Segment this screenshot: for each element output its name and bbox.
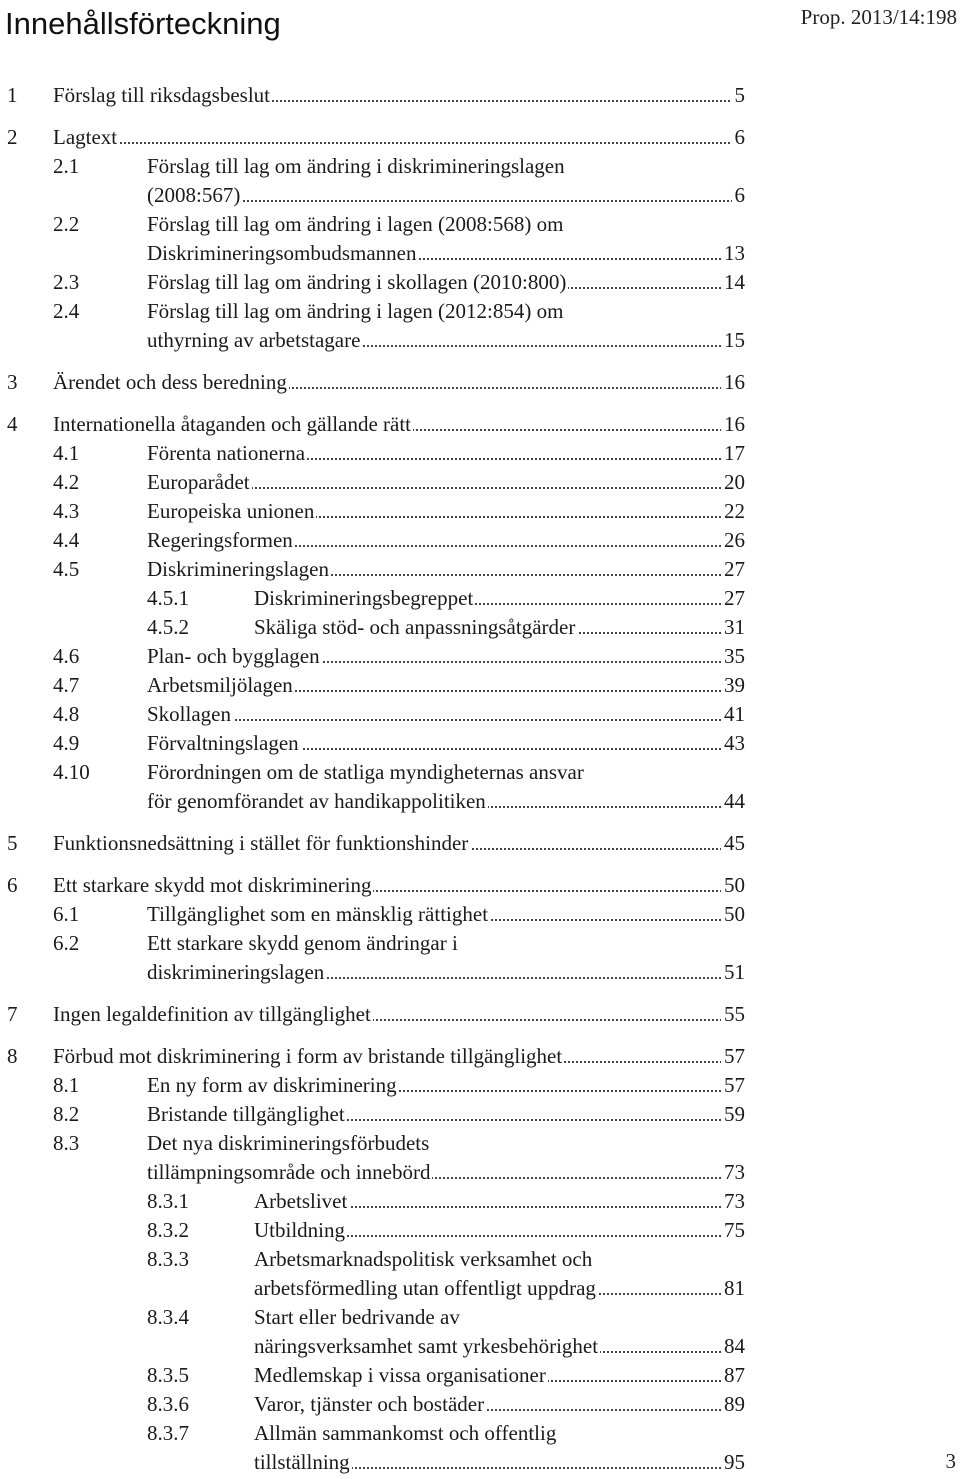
toc-entry-page: 89 [721,1390,745,1419]
toc-entry-title: Medlemskap i vissa organisationer [254,1361,548,1390]
toc-entry-page: 26 [721,526,745,555]
toc-entry-title: Internationella åtaganden och gällande rätt [53,410,413,439]
toc-entry-title: Utbildning [254,1216,347,1245]
toc-entry[interactable] [147,758,745,787]
toc-entry-title: Diskrimineringsombudsmannen [147,239,418,268]
toc-entry-title: Diskrimineringslagen [147,555,331,584]
toc-entry[interactable] [254,1303,745,1332]
toc-entry-number: 8.3.4 [147,1305,189,1329]
toc-entry-title: Förslag till lag om ändring i skollagen (2010:800) [147,268,568,297]
toc-entry[interactable] [254,1390,745,1419]
toc-entry-number: 8.3 [53,1131,80,1155]
toc-entry-title: tillställning [254,1448,352,1477]
toc-entry[interactable] [254,1448,745,1477]
toc-entry-number: 4.5.1 [147,586,189,610]
toc-entry[interactable] [147,1100,745,1129]
toc-entry[interactable] [147,1071,745,1100]
toc-entry-title: diskrimineringslagen [147,958,326,987]
toc-entry[interactable] [147,468,745,497]
toc-entry[interactable] [147,439,745,468]
toc-entry-page: 6 [732,181,746,210]
toc-entry-number: 5 [7,831,18,855]
toc-entry[interactable] [147,642,745,671]
toc-entry-page: 55 [721,1000,745,1029]
toc-entry-number: 8.2 [53,1102,80,1126]
toc-entry[interactable] [254,1274,745,1303]
toc-entry-page: 13 [721,239,745,268]
toc-entry[interactable] [53,123,745,152]
toc-entry-number: 2.3 [53,270,80,294]
toc-entry-title: Plan- och bygglagen [147,642,322,671]
toc-entry[interactable] [53,1000,745,1029]
toc-entry-number: 4.10 [53,760,90,784]
toc-entry[interactable] [53,829,745,858]
toc-entry[interactable] [147,497,745,526]
toc-entry-number: 4.3 [53,499,80,523]
toc-entry[interactable] [147,181,745,210]
toc-entry-title: Start eller bedrivande av [254,1303,462,1332]
toc-entry-page: 5 [732,81,746,110]
page-number: 3 [945,1449,956,1473]
toc-entry-page: 73 [721,1187,745,1216]
toc-entry-title: Europeiska unionen [147,497,316,526]
toc-entry-number: 8.3.3 [147,1247,189,1271]
toc-entry-title: näringsverksamhet samt yrkesbehörighet [254,1332,600,1361]
toc-entry-number: 2.2 [53,212,80,236]
toc-entry-page: 87 [721,1361,745,1390]
toc-entry-number: 6.2 [53,931,80,955]
toc-entry[interactable] [147,958,745,987]
toc-entry[interactable] [254,1332,745,1361]
toc-entry-page: 31 [721,613,745,642]
toc-entry-number: 4.4 [53,528,80,552]
toc-entry-page: 95 [721,1448,745,1477]
toc-entry[interactable] [147,239,745,268]
toc-entry-title: Regeringsformen [147,526,295,555]
toc-entry-title: Diskrimineringsbegreppet [254,584,475,613]
toc-entry-page: 84 [721,1332,745,1361]
toc-entry-title: Bristande tillgänglighet [147,1100,347,1129]
toc-entry-page: 14 [721,268,745,297]
toc-entry-title: Arbetsmarknadspolitisk verksamhet och [254,1245,594,1274]
toc-entry-page: 15 [721,326,745,355]
toc-entry-page: 75 [721,1216,745,1245]
toc-entry-page: 27 [721,555,745,584]
toc-entry-number: 7 [7,1002,18,1026]
toc-entry[interactable] [254,1245,745,1274]
toc-entry-title: Ärendet och dess beredning [53,368,289,397]
toc-entry-page: 44 [721,787,745,816]
toc-entry-title: arbetsförmedling utan offentligt uppdrag [254,1274,598,1303]
toc-entry-number: 4.9 [53,731,80,755]
toc-entry[interactable] [147,210,745,239]
toc-entry-title: Skäliga stöd- och anpassningsåtgärder [254,613,577,642]
toc-entry-number: 8.1 [53,1073,80,1097]
toc-entry-number: 4 [7,412,18,436]
toc-entry-title: Förslag till riksdagsbeslut [53,81,272,110]
toc-entry-page: 22 [721,497,745,526]
toc-entry-title: Förslag till lag om ändring i diskrimineringslagen [147,152,567,181]
toc-entry-page: 35 [721,642,745,671]
toc-entry-number: 8.3.5 [147,1363,189,1387]
toc-entry-page: 57 [721,1042,745,1071]
toc-entry[interactable] [53,368,745,397]
document-reference: Prop. 2013/14:198 [800,5,957,29]
toc-entry[interactable] [254,1419,745,1448]
toc-entry[interactable] [147,268,745,297]
toc-entry-page: 20 [721,468,745,497]
toc-entry-page: 39 [721,671,745,700]
toc-entry-number: 2.1 [53,154,80,178]
toc-entry-title: (2008:567) [147,181,242,210]
toc-entry-title: Ett starkare skydd genom ändringar i [147,929,460,958]
toc-entry[interactable] [147,1129,745,1158]
toc-entry-title: Förbud mot diskriminering i form av bristande tillgänglighet [53,1042,564,1071]
toc-entry-title: Ett starkare skydd mot diskriminering [53,871,373,900]
toc-entry[interactable] [147,900,745,929]
toc-entry-title: Förvaltningslagen [147,729,301,758]
toc-entry[interactable] [254,584,745,613]
toc-entry-page: 43 [721,729,745,758]
toc-entry-page: 27 [721,584,745,613]
toc-entry-page: 6 [732,123,746,152]
toc-entry-title: Funktionsnedsättning i stället för funktionshinder [53,829,470,858]
toc-entry-title: Arbetsmiljölagen [147,671,295,700]
toc-entry-number: 4.6 [53,644,80,668]
toc-entry[interactable] [53,1042,745,1071]
toc-entry-number: 4.1 [53,441,80,465]
toc-entry-title: Förslag till lag om ändring i lagen (2012:854) om [147,297,565,326]
toc-entry-page: 17 [721,439,745,468]
toc-entry-number: 4.7 [53,673,80,697]
toc-entry[interactable] [147,787,745,816]
toc-entry-number: 4.5 [53,557,80,581]
toc-entry-page: 16 [721,410,745,439]
toc-entry[interactable] [147,326,745,355]
toc-entry-number: 3 [7,370,18,394]
toc-entry-number: 8 [7,1044,18,1068]
toc-entry-title: uthyrning av arbetstagare [147,326,362,355]
toc-entry[interactable] [147,671,745,700]
toc-entry[interactable] [254,1361,745,1390]
toc-entry-number: 4.5.2 [147,615,189,639]
toc-entry[interactable] [147,1158,745,1187]
toc-entry[interactable] [254,1187,745,1216]
toc-entry-number: 8.3.1 [147,1189,189,1213]
toc-entry-title: Arbetslivet [254,1187,349,1216]
toc-entry-number: 2 [7,125,18,149]
toc-entry[interactable] [147,555,745,584]
toc-entry-number: 6 [7,873,18,897]
toc-entry[interactable] [147,152,745,181]
toc-entry-title: för genomförandet av handikappolitiken [147,787,488,816]
toc-entry-title: Förenta nationerna [147,439,307,468]
toc-entry-page: 50 [721,871,745,900]
toc-entry-number: 8.3.6 [147,1392,189,1416]
toc-entry-title: Det nya diskrimineringsförbudets [147,1129,431,1158]
toc-entry-title: Skollagen [147,700,233,729]
toc-entry[interactable] [254,613,745,642]
toc-entry-title: En ny form av diskriminering [147,1071,399,1100]
toc-entry-title: Förordningen om de statliga myndigheternas ansvar [147,758,586,787]
toc-entry-number: 4.2 [53,470,80,494]
toc-entry-page: 81 [721,1274,745,1303]
toc-entry-page: 51 [721,958,745,987]
toc-entry-title: Förslag till lag om ändring i lagen (2008:568) om [147,210,565,239]
toc-entry-title: Ingen legaldefinition av tillgänglighet [53,1000,373,1029]
toc-entry[interactable] [53,871,745,900]
toc-entry-number: 2.4 [53,299,80,323]
toc-entry-number: 4.8 [53,702,80,726]
toc-entry-page: 59 [721,1100,745,1129]
dot-leader [147,719,745,721]
toc-entry[interactable] [147,929,745,958]
toc-entry-page: 50 [721,900,745,929]
toc-entry[interactable] [254,1216,745,1245]
toc-entry-title: Europarådet [147,468,252,497]
toc-entry-number: 8.3.2 [147,1218,189,1242]
toc-entry[interactable] [147,297,745,326]
toc-entry-title: Lagtext [53,123,119,152]
toc-entry-title: Tillgänglighet som en mänsklig rättighet [147,900,490,929]
toc-entry-title: tillämpningsområde och innebörd [147,1158,432,1187]
dot-leader [53,142,745,144]
toc-entry-number: 6.1 [53,902,80,926]
toc-entry[interactable] [53,81,745,110]
toc-entry-title: Varor, tjänster och bostäder [254,1390,486,1419]
toc-entry-number: 8.3.7 [147,1421,189,1445]
toc-entry[interactable] [147,729,745,758]
toc-entry-title: Allmän sammankomst och offentlig [254,1419,558,1448]
page-title: Innehållsförteckning [5,6,281,41]
toc-entry[interactable] [147,700,745,729]
toc-entry-page: 45 [721,829,745,858]
toc-entry-number: 1 [7,83,18,107]
toc-entry[interactable] [53,410,745,439]
toc-entry-page: 16 [721,368,745,397]
toc-entry-page: 41 [721,700,745,729]
toc-entry-page: 73 [721,1158,745,1187]
toc-entry[interactable] [147,526,745,555]
toc-entry-page: 57 [721,1071,745,1100]
